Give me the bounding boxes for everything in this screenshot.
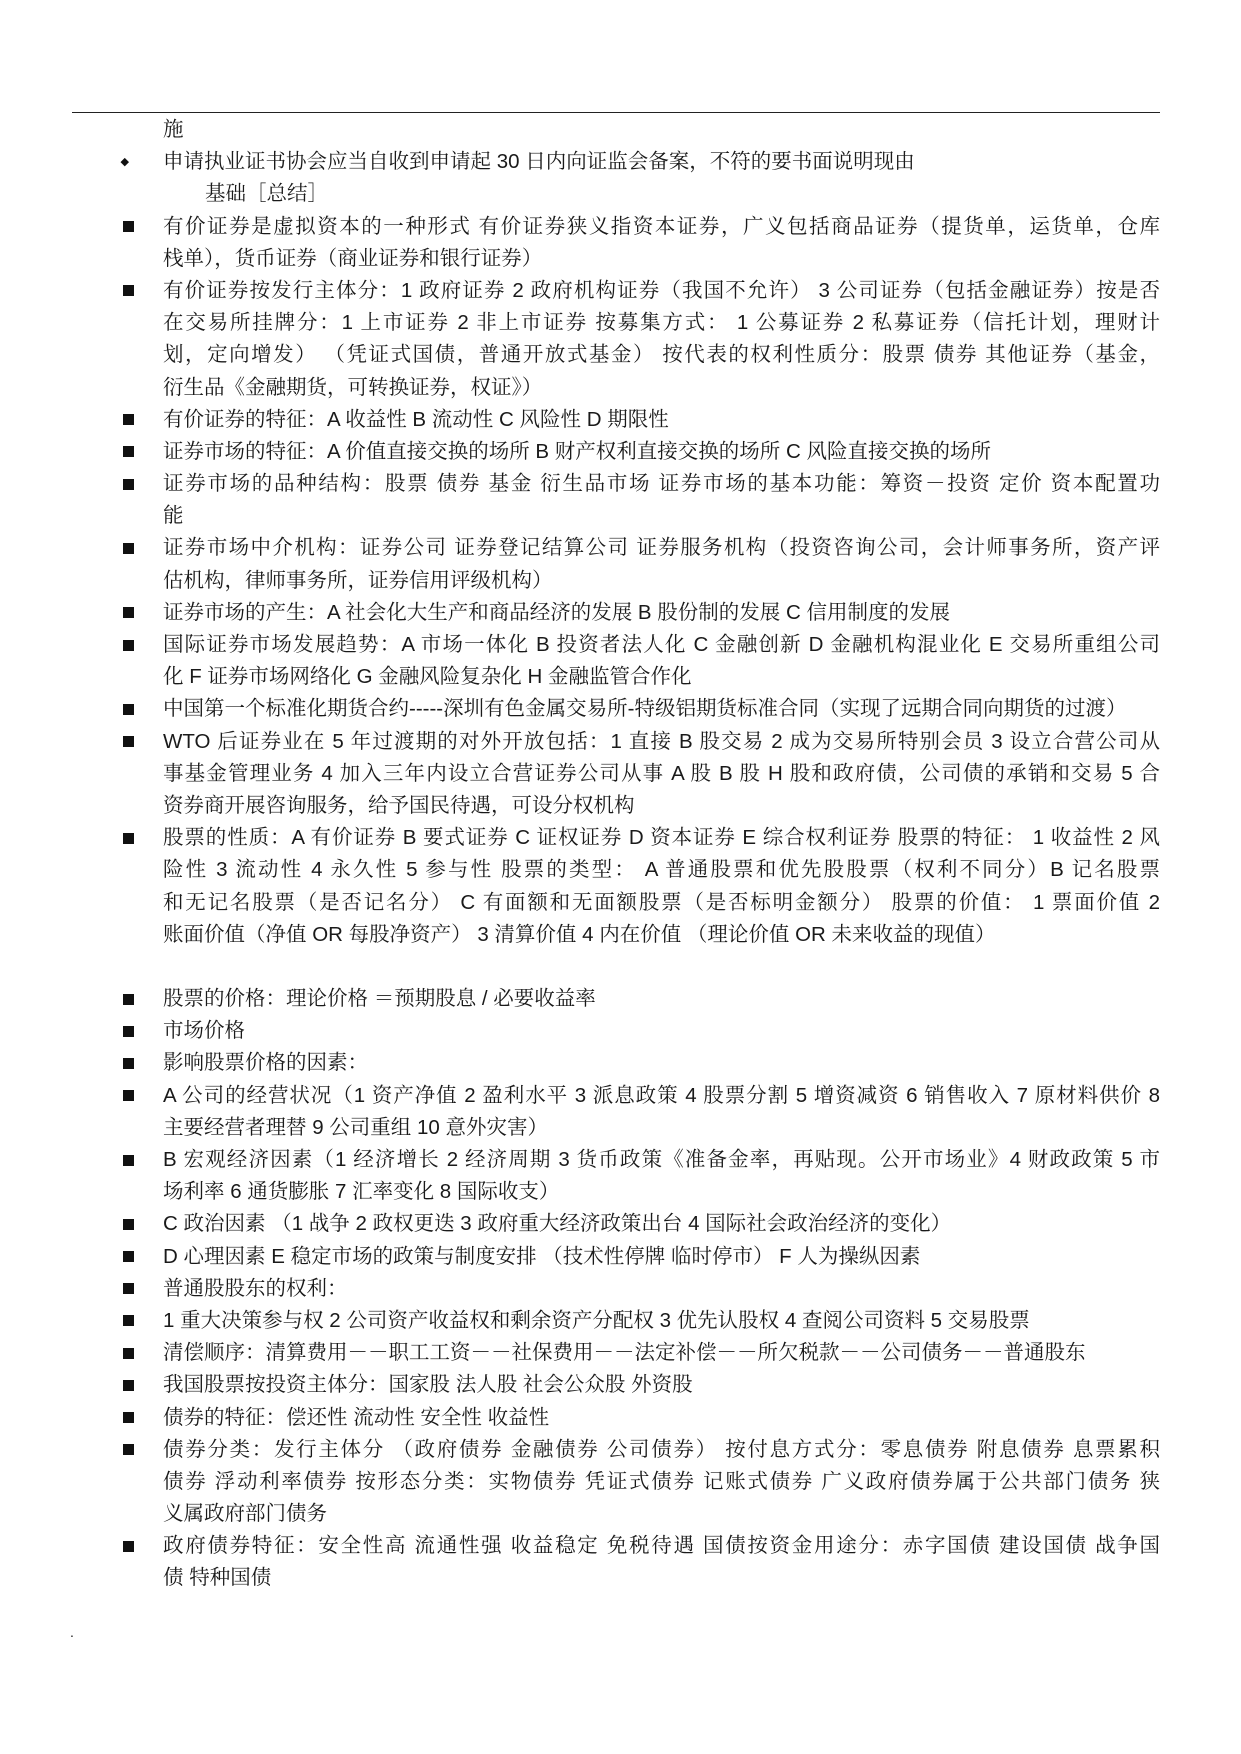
list-item <box>0 275 1241 404</box>
list-item-line <box>0 339 1241 371</box>
square-bullet-icon <box>123 543 134 554</box>
list-item-text: 在交易所挂牌分：1 上市证券 2 非上市证券 按募集方式： 1 公募证券 2 私募证券（信托计划，理财计 <box>163 311 1160 335</box>
list-item-line <box>0 822 1241 854</box>
list-item <box>0 1530 1241 1594</box>
list-item-text: 1 重大决策参与权 2 公司资产收益权和剩余资产分配权 3 优先认股权 4 查阅公司资料 5 交易股票 <box>163 1308 1030 1332</box>
list-item <box>0 983 1241 1015</box>
list-item-text: 险性 3 流动性 4 永久性 5 参与性 股票的类型： A 普通股票和优先股股票（权利不同分）B 记名股票 <box>163 858 1160 882</box>
list-item-text: 股票的价格：理论价格 ＝预期股息 / 必要收益率 <box>163 987 596 1011</box>
list-item <box>0 822 1241 951</box>
list-item-line <box>0 693 1241 725</box>
document-body <box>0 114 1241 1595</box>
list-item-line <box>0 854 1241 886</box>
list-item <box>0 1434 1241 1531</box>
list-item-text: 义属政府部门债务 <box>163 1502 327 1526</box>
list-item <box>0 693 1241 725</box>
list-item-line <box>0 468 1241 500</box>
list-item-text: 证券市场的品种结构：股票 债券 基金 衍生品市场 证券市场的基本功能：筹资－投资 定价 资本配置功 <box>163 472 1160 496</box>
square-bullet-icon <box>123 607 134 618</box>
list-item-text: 划，定向增发） （凭证式国债，普通开放式基金） 按代表的权利性质分：股票 债券 其他证券（基金， <box>163 343 1160 367</box>
list-item-text: B 宏观经济因素（1 经济增长 2 经济周期 3 货币政策《准备金率，再贴现。公开市场业》4 财政政策 5 市 <box>163 1148 1160 1171</box>
list-item-text: 清偿顺序：清算费用－－职工工资－－社保费用－－法定补偿－－所欠税款－－公司债务－－普通股东 <box>163 1341 1086 1365</box>
square-bullet-icon <box>123 221 134 232</box>
section-heading-text: 基础［总结］ <box>205 182 328 206</box>
list-item-text: 估机构，律师事务所，证券信用评级机构） <box>163 568 553 592</box>
list-item-line <box>0 1498 1241 1530</box>
square-bullet-icon <box>123 1348 134 1359</box>
list-item-text: 证券市场的产生：A 社会化大生产和商品经济的发展 B 股份制的发展 C 信用制度的发展 <box>163 600 950 624</box>
list-item-text: 有价证券是虚拟资本的一种形式 有价证券狭义指资本证券，广义包括商品证券（提货单，运货单，仓库 <box>163 214 1160 238</box>
list-item-text: A 公司的经营状况（1 资产净值 2 盈利水平 3 派息政策 4 股票分割 5 增资减资 6 销售收入 7 原材料供价 8 <box>163 1083 1160 1107</box>
list-item-text: 债券分类：发行主体分 （政府债券 金融债券 公司债券） 按付息方式分：零息债券 附息债券 息票累积 <box>163 1437 1160 1461</box>
list-item <box>0 597 1241 629</box>
list-item-text: 影响股票价格的因素： <box>163 1051 368 1075</box>
list-item-line <box>0 372 1241 404</box>
list-item-text: 化 F 证券市场网络化 G 金融风险复杂化 H 金融监管合作化 <box>163 665 692 689</box>
square-bullet-icon <box>123 736 134 747</box>
list-item-line <box>0 1530 1241 1562</box>
list-item-text: D 心理因素 E 稳定市场的政策与制度安排 （技术性停牌 临时停市） F 人为操纵因素 <box>163 1244 921 1268</box>
list-item <box>0 1144 1241 1208</box>
list-item-line <box>0 307 1241 339</box>
square-bullet-icon <box>123 414 134 425</box>
list-item <box>0 404 1241 436</box>
list-item-line <box>0 1562 1241 1594</box>
square-bullet-icon <box>123 1155 134 1166</box>
square-bullet-icon <box>123 1026 134 1037</box>
square-bullet-icon <box>123 1251 134 1262</box>
square-bullet-icon <box>123 479 134 490</box>
list-item-line <box>0 919 1241 951</box>
list-item-line <box>0 887 1241 919</box>
list-item-text: 主要经营者理替 9 公司重组 10 意外灾害） <box>163 1115 548 1139</box>
list-item-text: 栈单），货币证券（商业证券和银行证券） <box>163 246 543 270</box>
list-item <box>0 726 1241 823</box>
square-bullet-icon <box>123 640 134 651</box>
list-item <box>0 1273 1241 1305</box>
list-item-line <box>0 661 1241 693</box>
diamond-bullet-icon <box>121 158 129 166</box>
list-item <box>0 1305 1241 1337</box>
list-item-text: 有价证券按发行主体分：1 政府证券 2 政府机构证券（我国不允许） 3 公司证券（包括金融证券）按是否 <box>163 278 1160 302</box>
list-item <box>0 1337 1241 1369</box>
list-item <box>0 1369 1241 1401</box>
square-bullet-icon <box>123 1541 134 1552</box>
list-item-line <box>0 1047 1241 1079</box>
list-item-text: 普通股股东的权利： <box>163 1276 348 1300</box>
list-item-text: 有价证券的特征：A 收益性 B 流动性 C 风险性 D 期限性 <box>163 407 669 431</box>
list-item-text: 国际证券市场发展趋势：A 市场一体化 B 投资者法人化 C 金融创新 D 金融机构混业化 E 交易所重组公司 <box>163 633 1160 656</box>
list-item-text: WTO 后证券业在 5 年过渡期的对外开放包括：1 直接 B 股交易 2 成为交易所特别会员 3 设立合营公司从 <box>163 729 1160 753</box>
square-bullet-icon <box>123 1090 134 1101</box>
square-bullet-icon <box>123 833 134 844</box>
list-item-text: 我国股票按投资主体分：国家股 法人股 社会公众股 外资股 <box>163 1373 693 1397</box>
list-item-text: 股票的性质：A 有价证券 B 要式证券 C 证权证券 D 资本证券 E 综合权利证券 股票的特征： 1 收益性 2 风 <box>163 826 1160 850</box>
header-rule <box>72 112 1160 113</box>
list-item-text: 和无记名股票（是否记名分） C 有面额和无面额股票（是否标明金额分） 股票的价值： 1 票面价值 2 <box>163 890 1160 914</box>
square-bullet-icon <box>123 1283 134 1294</box>
list-item-line <box>0 565 1241 597</box>
list-item-line <box>0 436 1241 468</box>
list-item-line <box>0 243 1241 275</box>
list-item-text: C 政治因素 （1 战争 2 政权更迭 3 政府重大经济政策出台 4 国际社会政治经济的变化） <box>163 1212 952 1236</box>
list-item <box>0 1208 1241 1240</box>
list-item-text: 账面价值（净值 OR 每股净资产） 3 清算价值 4 内在价值 （理论价值 OR 未来收益的现值） <box>163 922 996 946</box>
list-item-line <box>0 1015 1241 1047</box>
list-item-line <box>0 404 1241 436</box>
blank-line <box>0 951 1241 983</box>
section-heading <box>0 178 1241 210</box>
list-item-text: 市场价格 <box>163 1019 245 1043</box>
list-item <box>0 468 1241 532</box>
list-item-line <box>0 1144 1241 1176</box>
square-bullet-icon <box>123 1219 134 1230</box>
list-item <box>0 211 1241 275</box>
list-item-line <box>0 1434 1241 1466</box>
list-item-line <box>0 211 1241 243</box>
list-item-line <box>0 1273 1241 1305</box>
list-item-line <box>0 1176 1241 1208</box>
list-item-line <box>0 500 1241 532</box>
list-item-line <box>0 790 1241 822</box>
list-item-line <box>0 1369 1241 1401</box>
list-item-line <box>0 597 1241 629</box>
list-item-line <box>0 1466 1241 1498</box>
continuation-text: 施 <box>163 118 184 141</box>
list-item-text: 能 <box>163 504 184 528</box>
list-item <box>0 1047 1241 1079</box>
list-item-line <box>0 1080 1241 1112</box>
list-item-text: 事基金管理业务 4 加入三年内设立合营证券公司从事 A 股 B 股 H 股和政府债，公司债的承销和交易 5 合 <box>163 761 1160 785</box>
list-item-text: 债券的特征：偿还性 流动性 安全性 收益性 <box>163 1405 550 1429</box>
list-item-line <box>0 629 1241 661</box>
list-item-line <box>0 275 1241 307</box>
square-bullet-icon <box>123 1315 134 1326</box>
notice-item <box>0 146 1241 178</box>
square-bullet-icon <box>123 1058 134 1069</box>
list-item <box>0 1080 1241 1144</box>
square-bullet-icon <box>123 1444 134 1455</box>
square-bullet-icon <box>123 446 134 457</box>
list-item-text: 资券商开展咨询服务，给予国民待遇，可设分权机构 <box>163 793 635 817</box>
square-bullet-icon <box>123 1412 134 1423</box>
list-item-line <box>0 1402 1241 1434</box>
list-item-text: 债券 浮动利率债券 按形态分类：实物债券 凭证式债券 记账式债券 广义政府债券属于公共部门债务 狭 <box>163 1469 1160 1493</box>
list-item-line <box>0 1241 1241 1273</box>
list-item-line <box>0 758 1241 790</box>
list-item <box>0 1241 1241 1273</box>
square-bullet-icon <box>123 994 134 1005</box>
square-bullet-icon <box>123 1380 134 1391</box>
list-item-text: 衍生品《金融期货，可转换证券，权证》） <box>163 375 543 399</box>
list-item-text: 证券市场的特征：A 价值直接交换的场所 B 财产权利直接交换的场所 C 风险直接交换的场所 <box>163 439 991 463</box>
list-item-text: 证券市场中介机构：证券公司 证券登记结算公司 证券服务机构（投资咨询公司，会计师事务所，资产评 <box>163 536 1160 560</box>
continuation-line <box>0 114 1241 146</box>
list-item <box>0 436 1241 468</box>
list-item <box>0 1015 1241 1047</box>
list-item-line <box>0 532 1241 564</box>
list-item-text: 债 特种国债 <box>163 1566 272 1590</box>
list-item-line <box>0 726 1241 758</box>
list-item-text: 场利率 6 通货膨胀 7 汇率变化 8 国际收支） <box>163 1180 560 1204</box>
list-item-line <box>0 1337 1241 1369</box>
footer-mark: . <box>70 1624 74 1640</box>
list-item-text: 中国第一个标准化期货合约-----深圳有色金属交易所-特级铝期货标准合同（实现了远期合同向期货的过渡） <box>163 697 1127 721</box>
list-item-line <box>0 1208 1241 1240</box>
list-item <box>0 1402 1241 1434</box>
square-bullet-icon <box>123 285 134 296</box>
square-bullet-icon <box>123 704 134 715</box>
list-item-line <box>0 1112 1241 1144</box>
list-item-text: 政府债券特征：安全性高 流通性强 收益稳定 免税待遇 国债按资金用途分：赤字国债 建设国债 战争国 <box>163 1534 1160 1558</box>
list-item <box>0 629 1241 693</box>
notice-text: 申请执业证书协会应当自收到申请起 30 日内向证监会备案，不符的要书面说明现由 <box>163 150 915 174</box>
list-item-line <box>0 983 1241 1015</box>
list-item-line <box>0 1305 1241 1337</box>
list-item <box>0 532 1241 596</box>
